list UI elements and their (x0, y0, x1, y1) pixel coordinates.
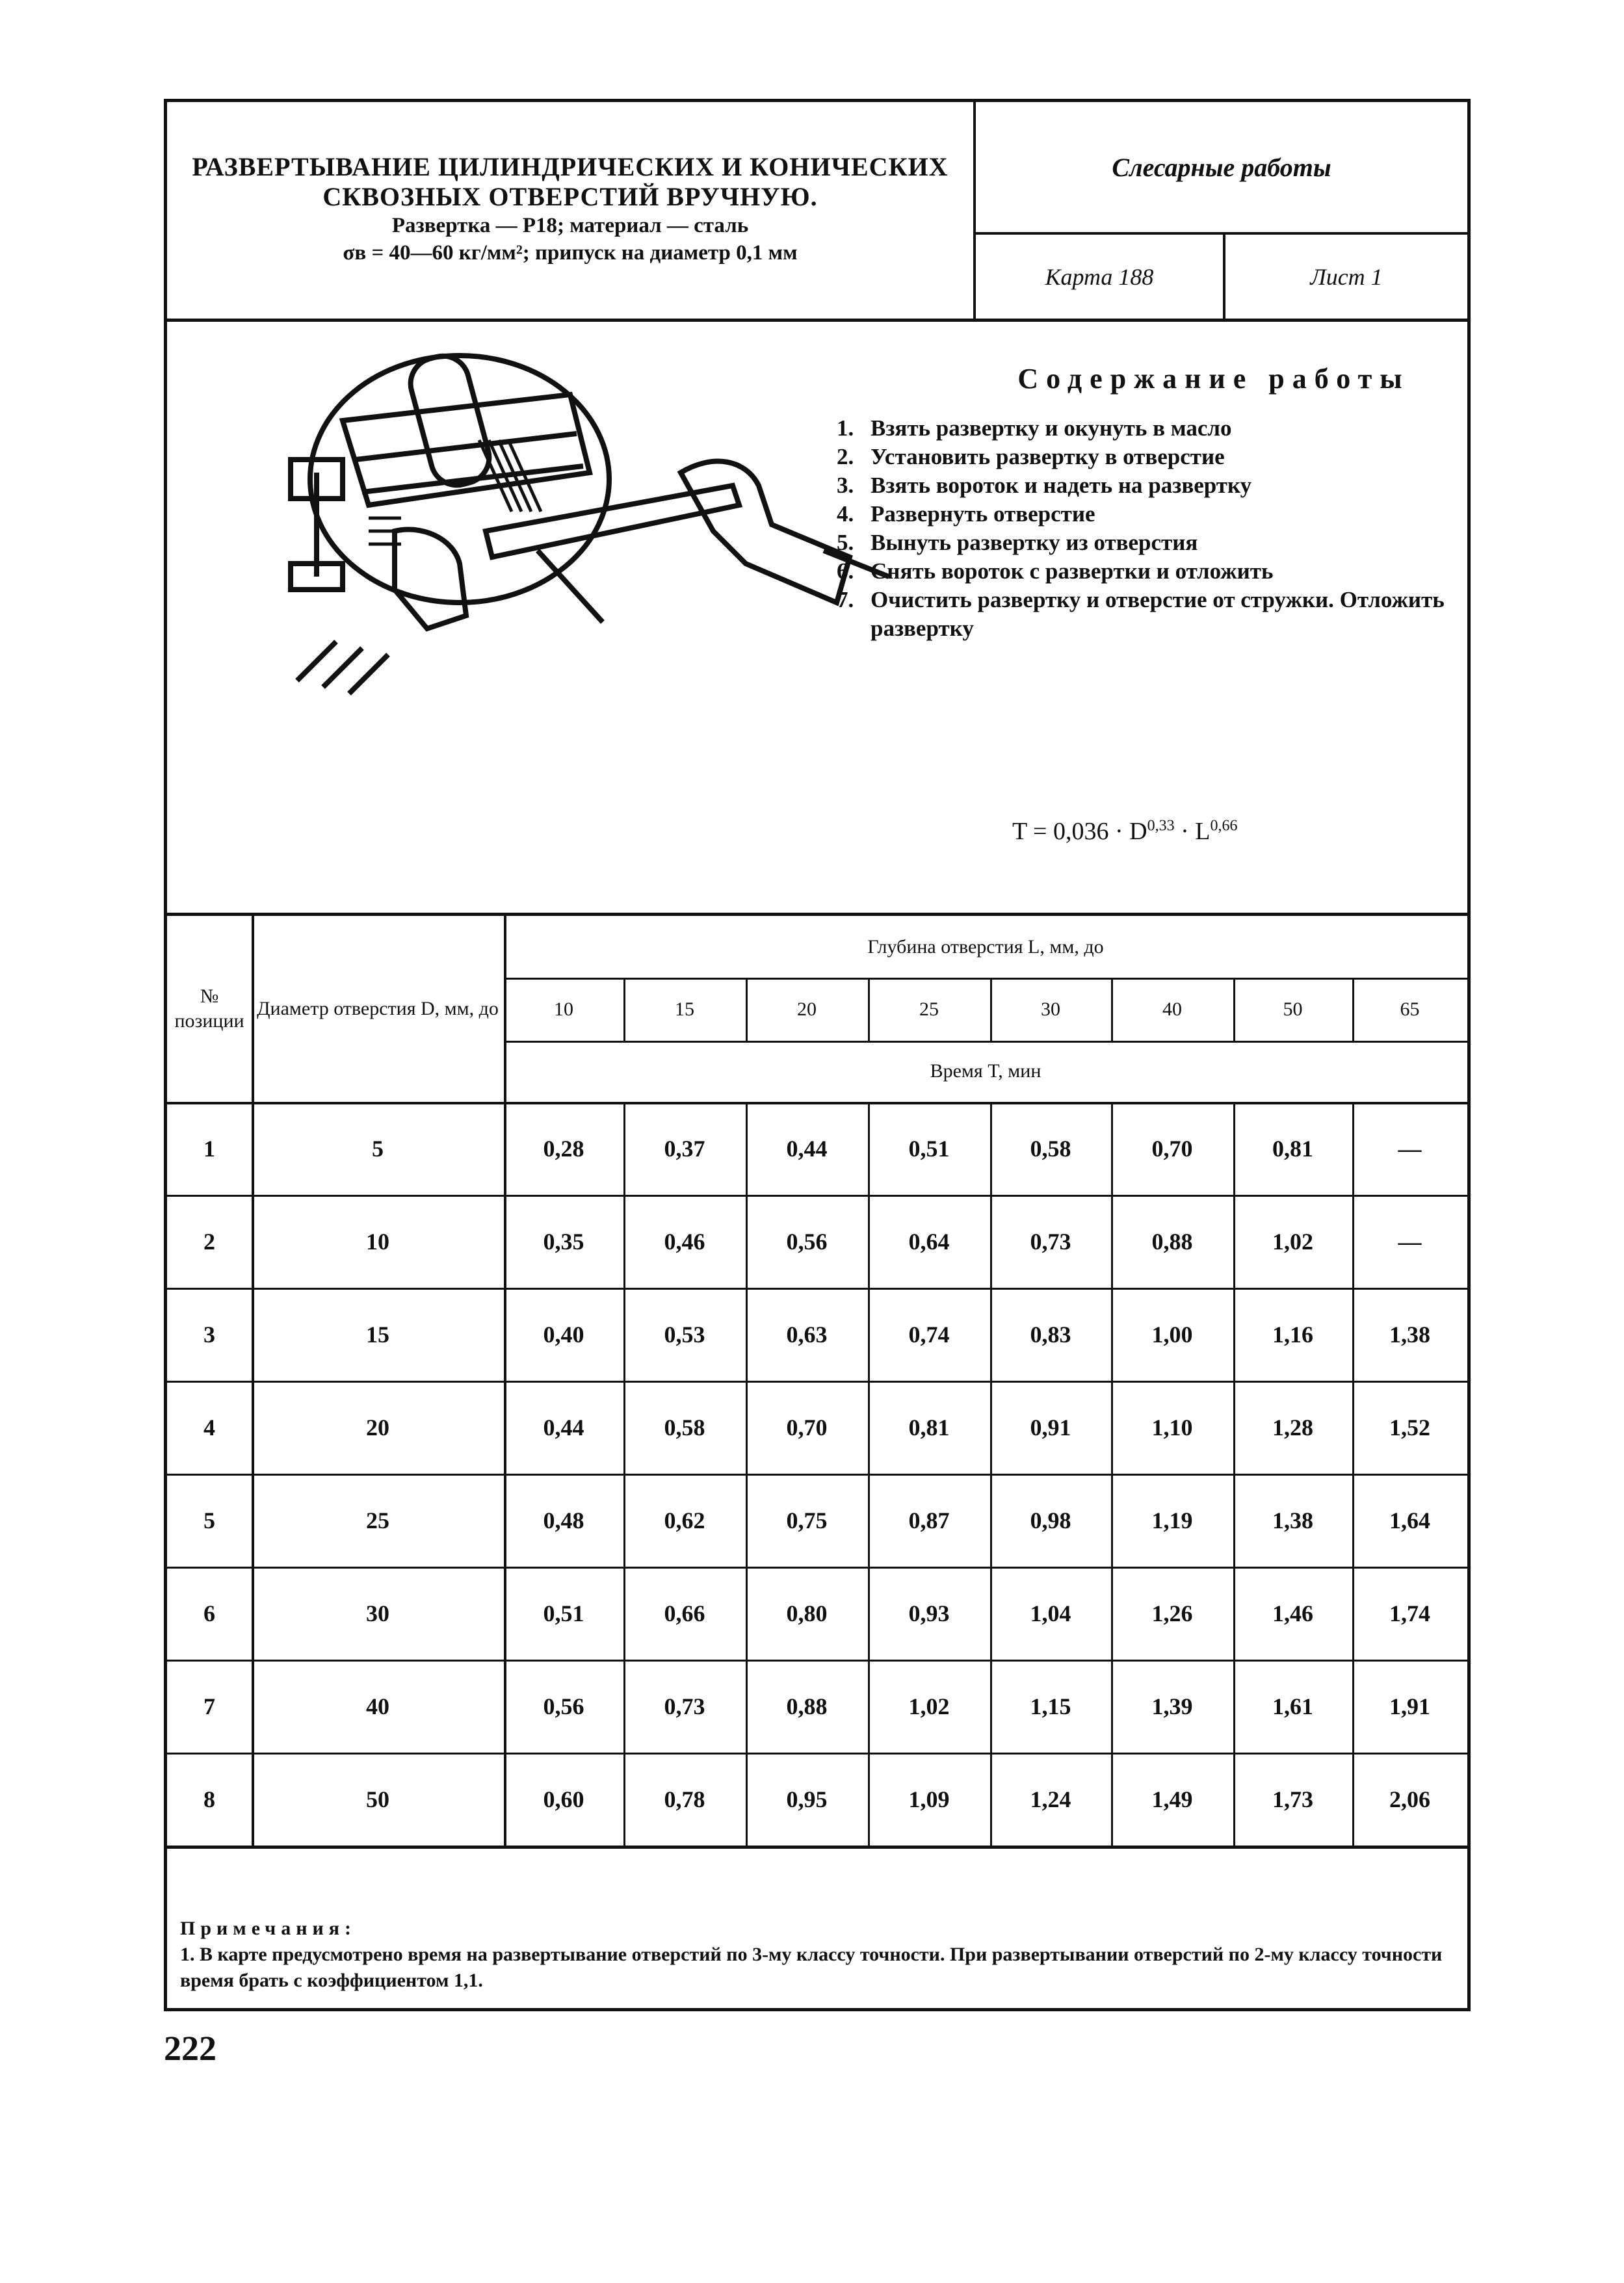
table-cell: 0,98 (1030, 1507, 1071, 1533)
table-cell: 0,88 (786, 1693, 828, 1719)
time-formula: T = 0,036 · D$^{0,33}$ · L$^{0,66}$ (1012, 817, 1238, 845)
content-title: Содержание работы (1017, 363, 1410, 395)
table-cell: 0,56 (786, 1228, 828, 1255)
table-cell: 1,49 (1151, 1786, 1193, 1812)
table-cell: 1,61 (1272, 1693, 1313, 1719)
table-cell: 0,58 (664, 1414, 705, 1441)
table-cell: — (1398, 1228, 1422, 1255)
table-cell: 0,80 (786, 1600, 828, 1626)
table-cell: 0,64 (908, 1228, 950, 1255)
table-cell: 0,73 (664, 1693, 705, 1719)
list-item: 1. Взять развертку и окунуть в масло (837, 415, 1232, 441)
depth-col-25: 25 (919, 998, 939, 1020)
table-cell: 0,35 (543, 1228, 584, 1255)
depth-col-40: 40 (1162, 998, 1182, 1020)
table-row-7-pos: 7 (203, 1693, 215, 1719)
table-row-5-diam: 25 (366, 1507, 389, 1533)
spec-line-2: σв = 40—60 кг/мм²; припуск на диаметр 0,1 мм (343, 241, 798, 265)
depth-col-30: 30 (1041, 998, 1060, 1020)
table-cell: 1,04 (1030, 1600, 1071, 1626)
list-item: 6. Снять вороток с развертки и отложить (837, 558, 1274, 584)
list-item: 4. Развернуть отверстие (837, 501, 1095, 527)
table-cell: 1,24 (1030, 1786, 1071, 1812)
table-row-3-pos: 3 (203, 1321, 215, 1348)
table-cell: 0,75 (786, 1507, 828, 1533)
table-cell: 0,70 (1151, 1135, 1193, 1162)
table-cell: 1,73 (1272, 1786, 1313, 1812)
table-cell: 0,37 (664, 1135, 705, 1162)
table-cell: 0,60 (543, 1786, 584, 1812)
table-cell: 1,52 (1389, 1414, 1430, 1441)
card-number: Карта 188 (1045, 263, 1154, 290)
table-cell: 1,64 (1389, 1507, 1430, 1533)
table-cell: 0,51 (908, 1135, 950, 1162)
table-cell: 0,40 (543, 1321, 584, 1348)
time-header: Время T, мин (930, 1060, 1041, 1082)
table-cell: 1,28 (1272, 1414, 1313, 1441)
table-row-2-pos: 2 (203, 1228, 215, 1255)
table-cell: 1,19 (1151, 1507, 1193, 1533)
table-cell: 0,95 (786, 1786, 828, 1812)
page-number: 222 (164, 2029, 216, 2068)
table-cell: 1,09 (908, 1786, 950, 1812)
table-cell: 0,28 (543, 1135, 584, 1162)
notes-title: Примечания: (180, 1918, 357, 1939)
table-cell: 0,73 (1030, 1228, 1071, 1255)
table-row-7-diam: 40 (366, 1693, 389, 1719)
notes-text: 1. В карте предусмотрено время на развертывание отверстий по 3-му классу точности. При развертывании отверстий по 2-му классу точности время брать с коэффициентом 1,1. (180, 1944, 1443, 1991)
table-cell: 1,10 (1151, 1414, 1193, 1441)
table-row-1-pos: 1 (203, 1135, 215, 1162)
table-cell: 0,83 (1030, 1321, 1071, 1348)
table-cell: 0,70 (786, 1414, 828, 1441)
depth-header: Глубина отверстия L, мм, до (867, 935, 1104, 958)
col-position-header: № позиции (174, 985, 244, 1032)
table-cell: 1,91 (1389, 1693, 1430, 1719)
sheet-number: Лист 1 (1310, 263, 1383, 290)
table-cell: 1,00 (1151, 1321, 1193, 1348)
table-cell: 1,02 (908, 1693, 950, 1719)
time-table (167, 102, 1467, 2015)
table-cell: 0,81 (1272, 1135, 1313, 1162)
title-line-2: СКВОЗНЫХ ОТВЕРСТИЙ ВРУЧНУЮ. (322, 182, 818, 211)
table-cell: 0,62 (664, 1507, 705, 1533)
col-diameter-header: Диаметр отверстия D, мм, до (257, 998, 499, 1019)
operation-card (164, 99, 1471, 2011)
list-item: 5. Вынуть развертку из отверстия (837, 530, 1198, 555)
table-row-4-diam: 20 (366, 1414, 389, 1441)
list-item: 2. Установить развертку в отверстие (837, 444, 1225, 469)
table-cell: 1,15 (1030, 1693, 1071, 1719)
table-cell: 0,46 (664, 1228, 705, 1255)
table-cell: — (1398, 1135, 1422, 1162)
depth-col-20: 20 (797, 998, 817, 1020)
depth-col-50: 50 (1283, 998, 1303, 1020)
table-cell: 0,88 (1151, 1228, 1193, 1255)
table-row-6-diam: 30 (366, 1600, 389, 1626)
table-cell: 1,26 (1151, 1600, 1193, 1626)
table-row-5-pos: 5 (203, 1507, 215, 1533)
table-cell: 1,39 (1151, 1693, 1193, 1719)
depth-col-65: 65 (1400, 998, 1420, 1020)
table-cell: 1,38 (1272, 1507, 1313, 1533)
table-cell: 0,66 (664, 1600, 705, 1626)
table-cell: 0,87 (908, 1507, 950, 1533)
table-cell: 0,74 (908, 1321, 950, 1348)
title-line-1: РАЗВЕРТЫВАНИЕ ЦИЛИНДРИЧЕСКИХ И КОНИЧЕСКИХ (192, 152, 949, 181)
table-cell: 1,16 (1272, 1321, 1313, 1348)
table-cell: 0,44 (786, 1135, 828, 1162)
table-cell: 2,06 (1389, 1786, 1430, 1812)
table-cell: 0,56 (543, 1693, 584, 1719)
table-cell: 0,53 (664, 1321, 705, 1348)
notes (180, 1916, 1454, 1994)
list-item: 3. Взять вороток и надеть на развертку (837, 473, 1252, 498)
depth-col-15: 15 (675, 998, 694, 1020)
table-cell: 1,46 (1272, 1600, 1313, 1626)
table-cell: 0,63 (786, 1321, 828, 1348)
table-cell: 0,48 (543, 1507, 584, 1533)
table-cell: 0,51 (543, 1600, 584, 1626)
table-cell: 1,38 (1389, 1321, 1430, 1348)
table-row-3-diam: 15 (366, 1321, 389, 1348)
table-cell: 0,93 (908, 1600, 950, 1626)
table-row-2-diam: 10 (366, 1228, 389, 1255)
table-cell: 1,02 (1272, 1228, 1313, 1255)
list-item: 7. Очистить развертку и отверстие от стружки. Отложить развертку (837, 587, 1445, 641)
work-category: Слесарные работы (1112, 152, 1331, 182)
spec-line-1: Развертка — Р18; материал — сталь (391, 214, 749, 237)
table-cell: 0,78 (664, 1786, 705, 1812)
table-cell: 0,91 (1030, 1414, 1071, 1441)
table-row-6-pos: 6 (203, 1600, 215, 1626)
depth-col-10: 10 (554, 998, 573, 1020)
table-row-8-diam: 50 (366, 1786, 389, 1812)
table-row-8-pos: 8 (203, 1786, 215, 1812)
table-cell: 0,81 (908, 1414, 950, 1441)
table-cell: 0,44 (543, 1414, 584, 1441)
table-cell: 1,74 (1389, 1600, 1430, 1626)
table-cell: 0,58 (1030, 1135, 1071, 1162)
table-row-4-pos: 4 (203, 1414, 215, 1441)
table-row-1-diam: 5 (372, 1135, 384, 1162)
